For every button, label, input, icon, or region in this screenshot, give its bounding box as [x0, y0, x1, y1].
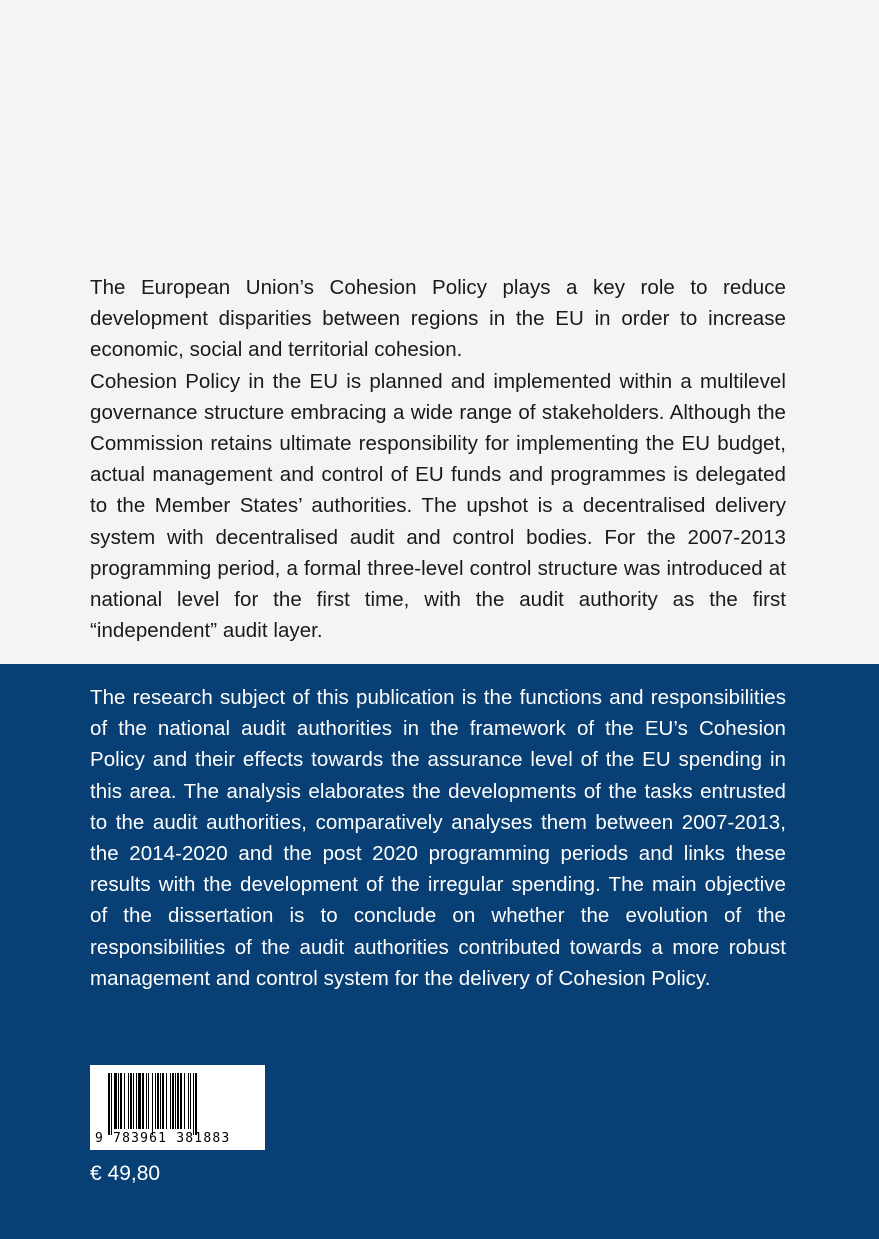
price-label: € 49,80	[90, 1162, 161, 1185]
barcode-bar	[118, 1073, 119, 1129]
research-paragraph: The research subject of this publication is the functions and responsibilities of the national audit authorities in the framework of the EU’s Cohesion Policy and their effects towards the assurance level of the EU spending in this area. The analysis elaborates the developments of the tasks entrusted to the audit authorities, comparatively analyses them between 2007-2013, the 2014-2020 and the post 2020 programming periods and links these results with the development of the irregular spending. The main objective of the dissertation is to conclude on whether the evolution of the responsibilities of the audit authorities contributed towards a more robust management and control system for the delivery of Cohesion Policy.	[90, 686, 786, 990]
intro-paragraph: The European Union’s Cohesion Policy plays a key role to reduce development disparities between regions in the EU in order to increase economic, social and territorial cohesion.	[90, 276, 786, 362]
barcode	[90, 1065, 265, 1150]
barcode-bar	[128, 1073, 129, 1129]
barcode-bar	[133, 1073, 134, 1129]
barcode-bar	[170, 1073, 171, 1129]
barcode-bar	[172, 1073, 174, 1129]
barcode-bar	[111, 1073, 112, 1135]
barcode-bar	[166, 1073, 167, 1129]
barcode-bar	[188, 1073, 189, 1129]
isbn-number: 9 783961 381883	[95, 1131, 231, 1146]
barcode-bar	[157, 1073, 159, 1129]
barcode-bar	[108, 1073, 110, 1135]
barcode-bar	[148, 1073, 149, 1129]
barcode-bar	[142, 1073, 144, 1129]
barcode-bar	[120, 1073, 122, 1129]
barcode-bar	[155, 1073, 156, 1129]
bottom-panel	[0, 664, 879, 1239]
barcode-bar	[160, 1073, 161, 1129]
barcode-bar	[152, 1073, 153, 1135]
barcode-bar	[136, 1073, 137, 1129]
barcode-bar	[190, 1073, 191, 1129]
barcode-bar	[138, 1073, 141, 1129]
barcode-bar	[184, 1073, 185, 1129]
top-text-block	[90, 272, 786, 646]
barcode-bar	[193, 1073, 194, 1135]
barcode-bar	[175, 1073, 176, 1129]
barcode-bar	[146, 1073, 147, 1129]
barcode-bar	[195, 1073, 197, 1135]
barcode-bar	[124, 1073, 125, 1129]
barcode-bar	[162, 1073, 164, 1129]
barcode-bar	[180, 1073, 182, 1129]
governance-paragraph: Cohesion Policy in the EU is planned and implemented within a multilevel governance structure embracing a wide range of stakeholders. Although the Commission retains ultimate responsibility for implementing the EU budget, actual management and control of EU funds and programmes is delegated to the Member States’ authorities. The upshot is a decentralised delivery system with decentralised audit and control bodies. For the 2007-2013 programming period, a formal three-level control structure was introduced at national level for the first time, with the audit authority as the first “independent” audit layer.	[90, 369, 786, 643]
barcode-bar	[177, 1073, 179, 1129]
barcode-bar	[130, 1073, 132, 1129]
barcode-bar	[114, 1073, 117, 1129]
